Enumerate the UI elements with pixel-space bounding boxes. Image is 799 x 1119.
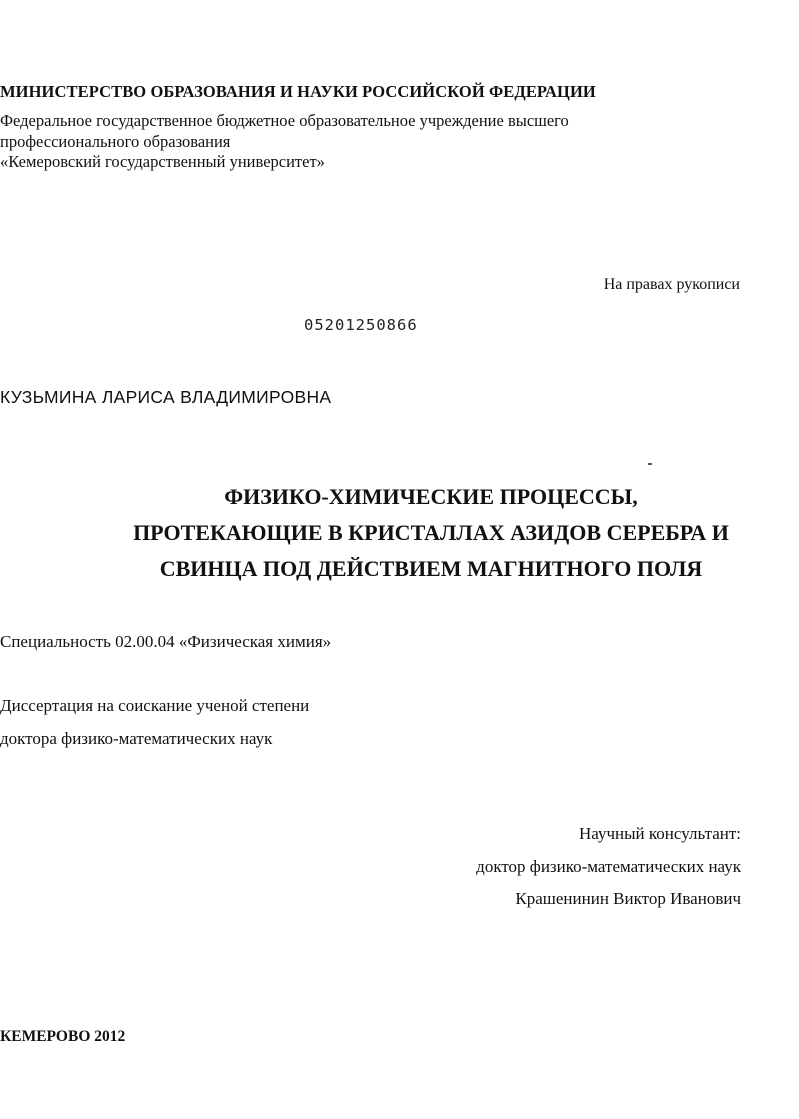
specialty: Специальность 02.00.04 «Физическая химия» (0, 632, 332, 651)
institution-line-1: Федеральное государственное бюджетное образовательное учреждение высшего (0, 111, 569, 130)
ministry-heading: МИНИСТЕРСТВО ОБРАЗОВАНИЯ И НАУКИ РОССИЙСКОЙ ФЕДЕРАЦИИ (0, 82, 596, 101)
manuscript-rights-note: На правах рукописи (603, 276, 740, 293)
university-name: «Кемеровский государственный университет» (0, 152, 325, 171)
advisor-degree: доктор физико-математических наук (476, 857, 741, 876)
author-name: КУЗЬМИНА ЛАРИСА ВЛАДИМИРОВНА (0, 387, 332, 407)
advisor-label: Научный консультант: (579, 824, 741, 843)
city-year: КЕМЕРОВО 2012 (0, 1028, 126, 1045)
thesis-title-line-2: ПРОТЕКАЮЩИЕ В КРИСТАЛЛАХ АЗИДОВ СЕРЕБРА И (133, 520, 729, 545)
institution-line-2: профессионального образования (0, 132, 231, 151)
registration-number: 05201250866 (304, 316, 418, 334)
thesis-title-line-3: СВИНЦА ПОД ДЕЙСТВИЕМ МАГНИТНОГО ПОЛЯ (159, 556, 703, 581)
thesis-title-line-1: ФИЗИКО-ХИМИЧЕСКИЕ ПРОЦЕССЫ, (224, 484, 638, 509)
dissertation-degree-line-2: доктора физико-математических наук (0, 729, 273, 748)
dissertation-degree-line-1: Диссертация на соискание ученой степени (0, 696, 310, 715)
scan-speck (648, 463, 652, 465)
advisor-name: Крашенинин Виктор Иванович (515, 889, 741, 908)
